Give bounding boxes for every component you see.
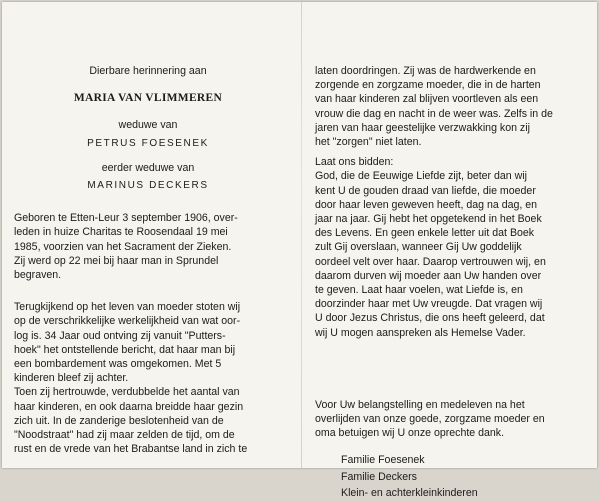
prayer-line: oordeel velt over haar. Daarop vertrouwen wij, en <box>315 255 546 268</box>
intro-text: Dierbare herinnering aan <box>89 65 207 77</box>
prayer-intro: Laat ons bidden: <box>315 156 394 169</box>
prayer-line: jaar na jaar. Gij hebt het opgetekend in het Boek <box>315 213 542 226</box>
prayer-line: zult Gij overslaan, wanneer Gij Uw goddelijk <box>315 241 522 254</box>
signature-line: Familie Foesenek <box>341 454 425 467</box>
thanks-line: oma betuigen wij U onze oprechte dank. <box>315 427 505 440</box>
prayer-line: God, die de Eeuwige Liefde zijt, beter dan wij <box>315 170 528 183</box>
prayer-paragraph <box>315 169 589 339</box>
thanks-line: Voor Uw belangstelling en medeleven na het <box>315 398 525 411</box>
story-paragraph <box>14 300 282 456</box>
bio-paragraph <box>14 211 282 282</box>
story-line: zich uit. In de zanderige beslotenheid van de <box>14 414 224 427</box>
prayer-line: wij U mogen aanspreken als Hemelse Vader. <box>315 326 526 339</box>
memorial-card <box>2 2 597 500</box>
story-line: hoek" het ontstellende bericht, dat haar man bij <box>14 343 236 356</box>
right-page <box>315 64 589 502</box>
story-line: Toen zij hertrouwde, verdubbelde het aantal van <box>14 386 240 399</box>
prayer-line: te geven. Laat haar voelen, wat Liefde is, en <box>315 284 523 297</box>
bio-line: begraven. <box>14 269 62 282</box>
story-line: Terugkijkend op het leven van moeder stoten wij <box>14 301 241 314</box>
cont-line: van haar kinderen zal blijven voortleven als een <box>315 93 539 106</box>
cont-line: zorgende en zorgzame moeder, die in de harten <box>315 79 541 92</box>
story-line: een bombardement was omgekomen. Met 5 <box>14 358 222 371</box>
story-line: "Noodstraat" had zij maar zelden de tijd, om de <box>14 429 235 442</box>
bio-line: Zij werd op 22 mei bij haar man in Sprundel <box>14 254 219 267</box>
former-widow-label: eerder weduwe van <box>101 161 195 174</box>
story-line: kinderen bleef zij achter. <box>14 372 129 385</box>
story-line: haar kinderen, en ook daarna breidde haar gezin <box>14 400 244 413</box>
signatures <box>315 452 589 502</box>
cont-line: vrouw die dag en nacht in de weer was. Zelfs in de <box>315 107 553 120</box>
bio-line: 1985, voorzien van het Sacrament der Zieken. <box>14 240 232 253</box>
left-page <box>14 64 282 456</box>
prayer-line: door haar leven geweven heeft, dag na dag, en <box>315 198 538 211</box>
prayer-line: des Levens. En geen enkele letter uit dat Boek <box>315 227 535 240</box>
cont-line: jaren van haar geestelijke verzwakking kon zij <box>315 121 530 134</box>
cont-line: laten doordringen. Zij was de hardwerkende en <box>315 65 536 77</box>
bio-line: leden in huize Charitas te Roosendaal 19 mei <box>14 226 228 239</box>
thanks-line: overlijden van onze goede, zorgzame moeder en <box>315 413 545 426</box>
card-fold <box>301 2 302 468</box>
signature-line: Klein- en achterkleinkinderen <box>341 487 478 500</box>
prayer-line: doorzinder haar met Uw vreugde. Dat vragen wij <box>315 298 543 311</box>
story-line: op de verschrikkelijke werkelijkheid van wat oor- <box>14 315 241 328</box>
story-line: log is. 34 Jaar oud ontving zij vanuit "Putters- <box>14 329 226 342</box>
signature-line: Familie Deckers <box>341 470 417 483</box>
cont-line: het "zorgen" niet laten. <box>315 136 422 149</box>
bio-line: Geboren te Etten-Leur 3 september 1906, over- <box>14 212 238 225</box>
prayer-line: daarom durven wij moeder aan Uw handen over <box>315 269 542 282</box>
widow-label: weduwe van <box>118 119 178 132</box>
prayer-line: U door Jezus Christus, die ons heeft geleerd, dat <box>315 312 545 325</box>
story-line: rust en de vrede van het Brabantse land in zich te <box>14 443 248 456</box>
continuation-paragraph <box>315 64 589 149</box>
thanks-paragraph <box>315 398 589 441</box>
husband1-name: PETRUS FOESENEK <box>87 137 209 149</box>
prayer-line: kent U de gouden draad van liefde, die moeder <box>315 184 536 197</box>
deceased-name: MARIA VAN VLIMMEREN <box>73 92 223 105</box>
husband2-name: MARINUS DECKERS <box>87 180 209 192</box>
